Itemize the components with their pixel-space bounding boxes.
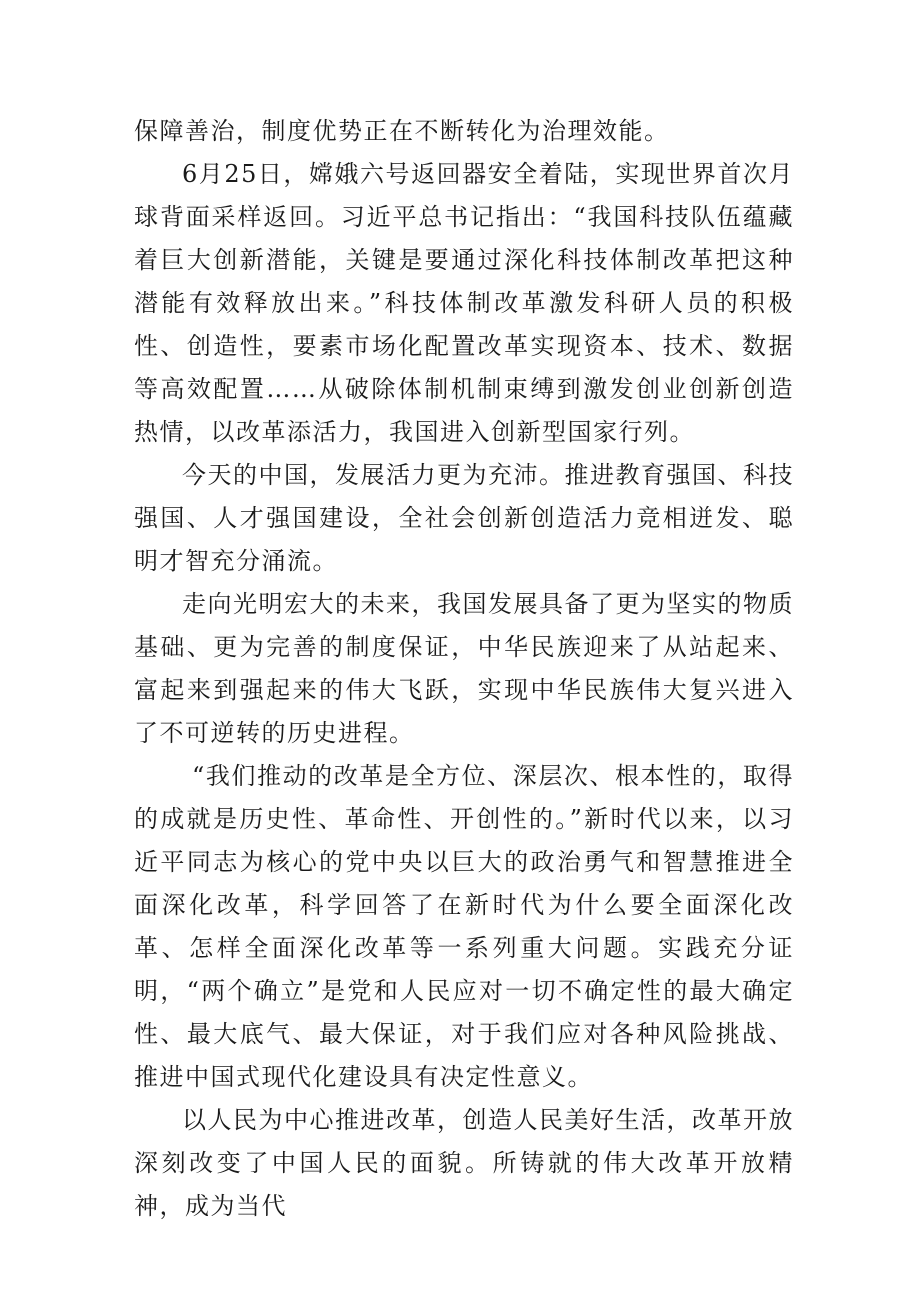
paragraph-vitality: 今天的中国，发展活力更为充沛。推进教育强国、科技强国、人才强国建设，全社会创新创造活力竞相迸发、聪明才智充分涌流。 <box>134 461 794 575</box>
paragraph-change-chang-e: 6月25日，嫦娥六号返回器安全着陆，实现世界首次月球背面采样返回。习近平总书记指出：“我国科技队伍蕴藏着巨大创新潜能，关键是要通过深化科技体制改革把这种潜能有效释放出来。”科技体制改革激发科研人员的积极性、创造性，要素市场化配置改革实现资本、技术、数据等高效配置……从破除体制机制束缚到激发创业创新创造热情，以改革添活力，我国进入创新型国家行列。 <box>134 160 794 446</box>
paragraph-reform-quote: “我们推动的改革是全方位、深层次、根本性的，取得的成就是历史性、革命性、开创性的。”新时代以来，以习近平同志为核心的党中央以巨大的政治勇气和智慧推进全面深化改革，科学回答了在新时代为什么要全面深化改革、怎样全面深化改革等一系列重大问题。实践充分证明，“两个确立”是党和人民应对一切不确定性的最大确定性、最大底气、最大保证，对于我们应对各种风险挑战、推进中国式现代化建设具有决定性意义。 <box>134 762 794 1091</box>
paragraph-people-centered: 以人民为中心推进改革，创造人民美好生活，改革开放深刻改变了中国人民的面貌。所铸就的伟大改革开放精神，成为当代 <box>134 1106 794 1220</box>
paragraph-continued: 保障善治，制度优势正在不断转化为治理效能。 <box>134 117 670 145</box>
paragraph-future: 走向光明宏大的未来，我国发展具备了更为坚实的物质基础、更为完善的制度保证，中华民族迎来了从站起来、富起来到强起来的伟大飞跃，实现中华民族伟大复兴进入了不可逆转的历史进程。 <box>134 590 794 747</box>
article-body <box>134 110 794 1228</box>
